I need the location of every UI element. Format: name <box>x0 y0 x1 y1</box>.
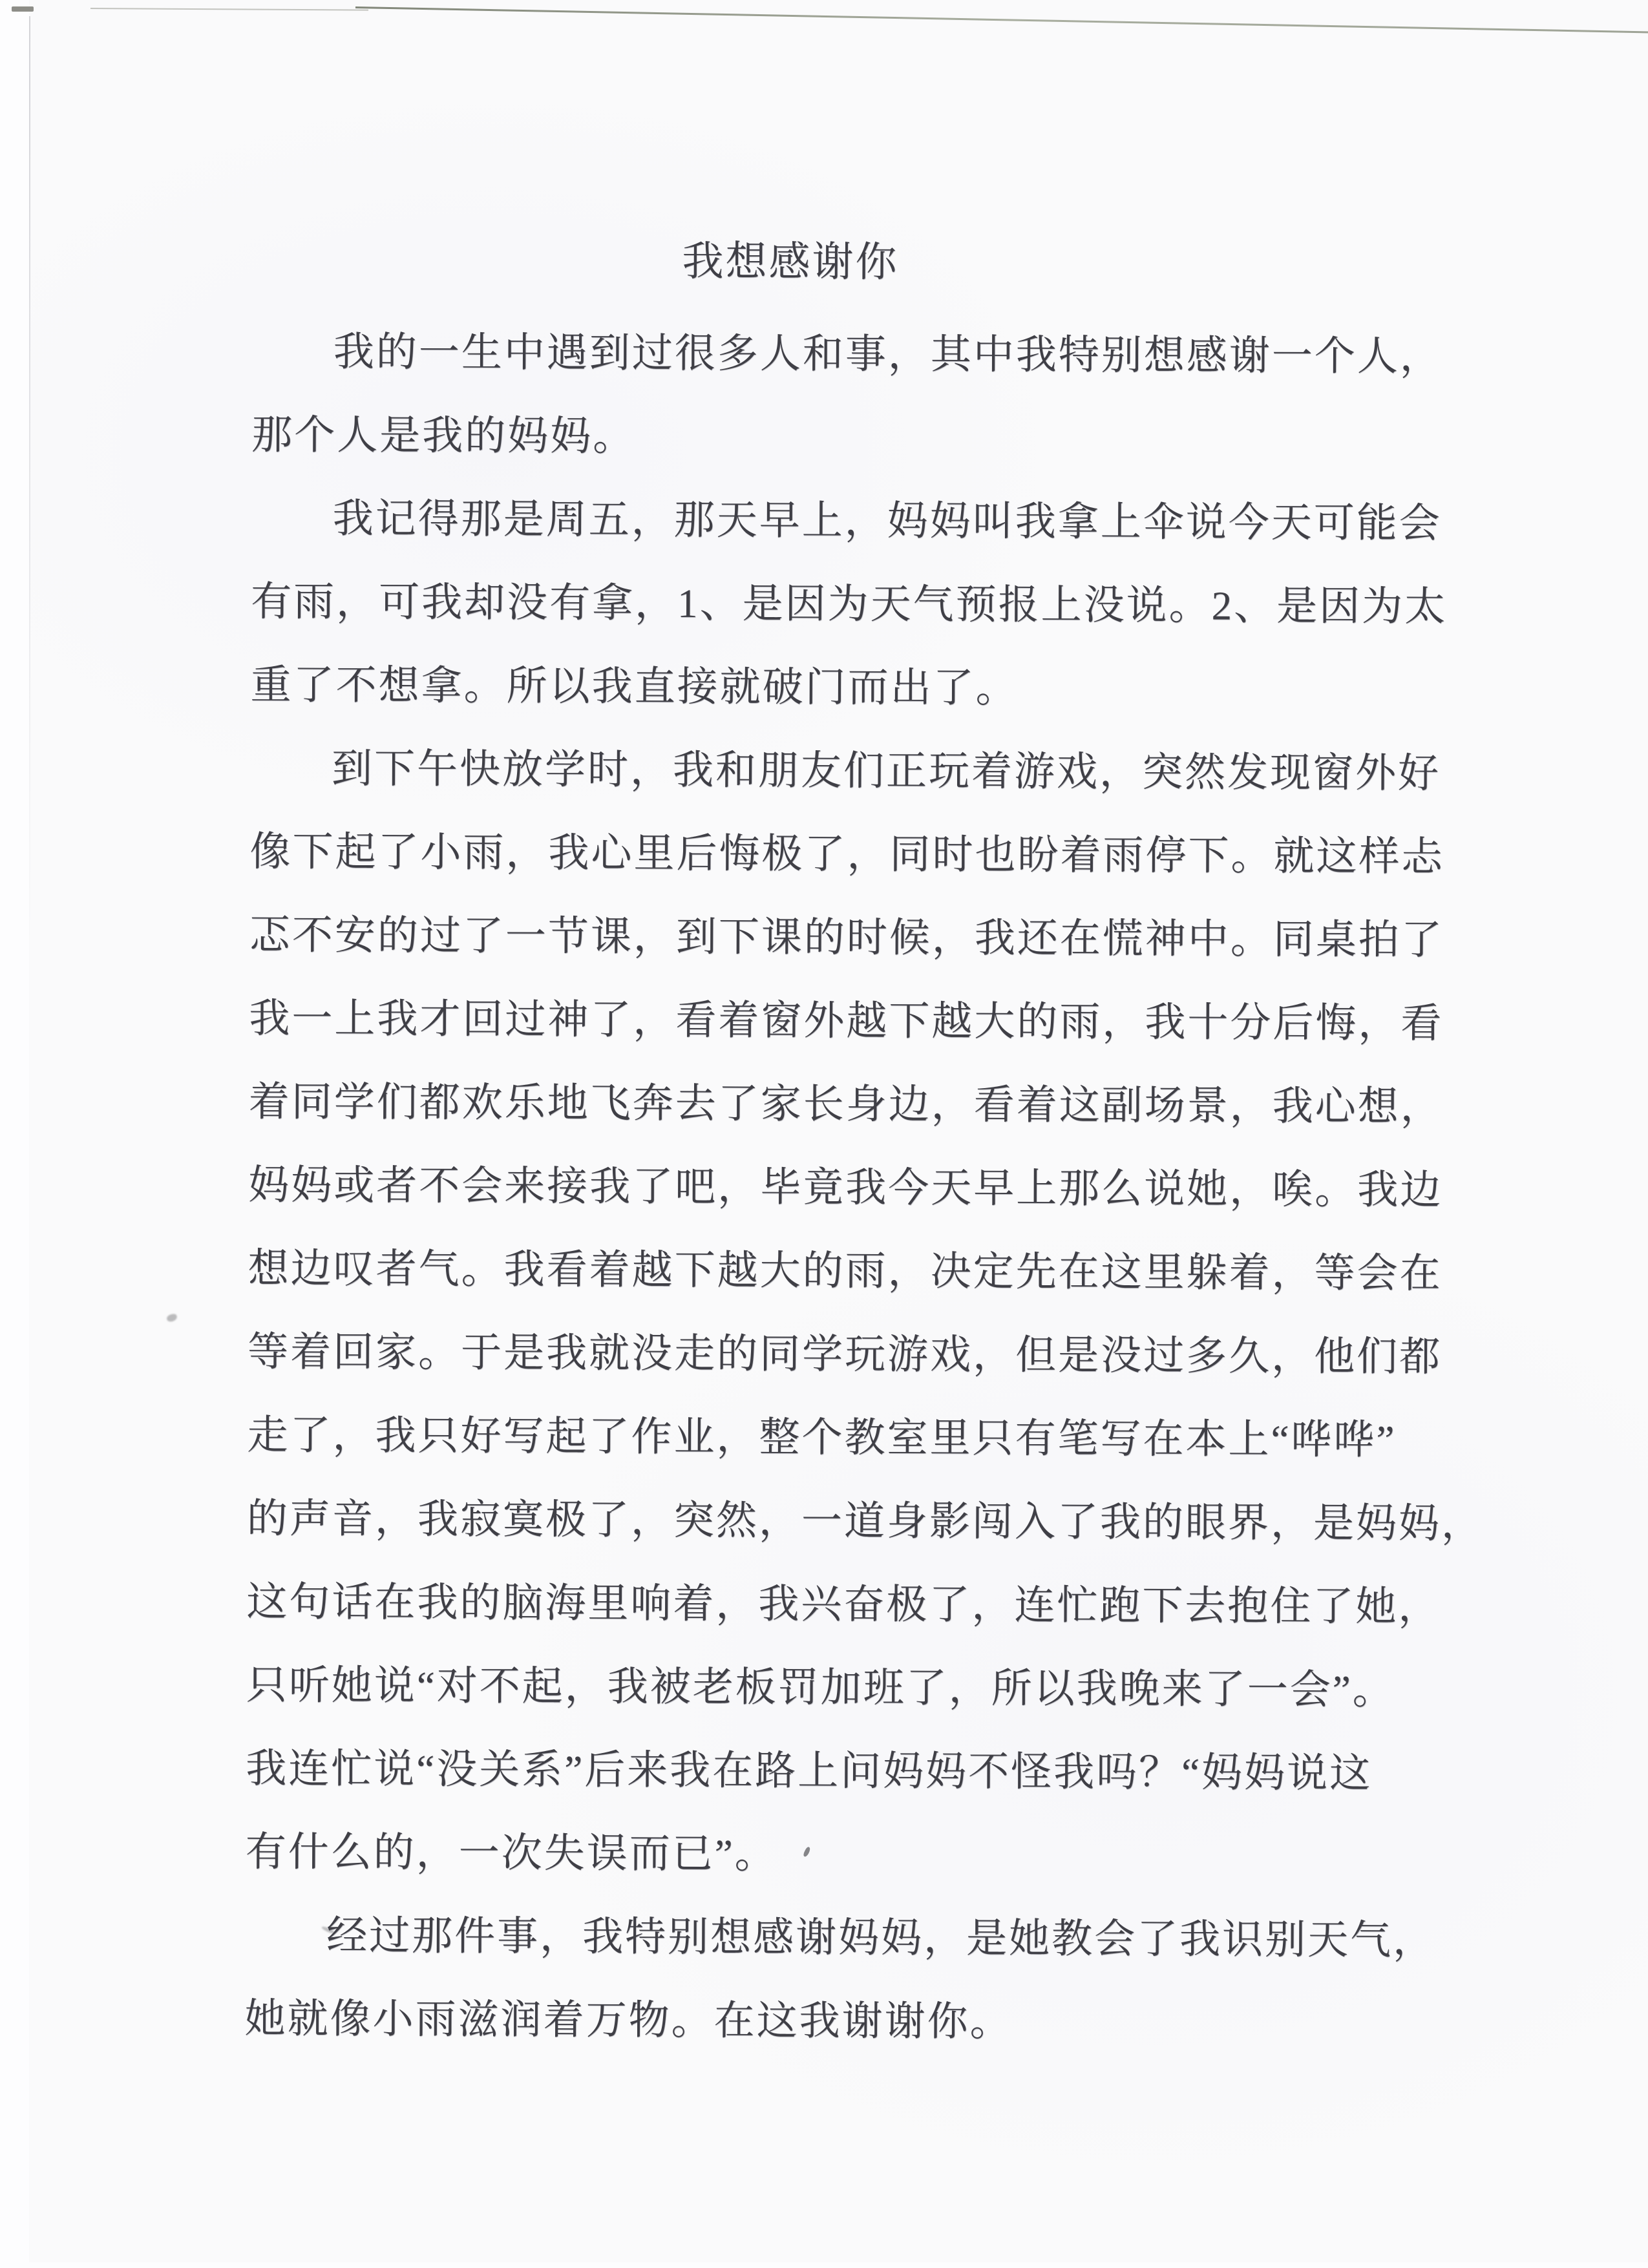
text-line: 到下午快放学时，我和朋友们正玩着游戏，突然发现窗外好 <box>331 746 1441 796</box>
text-line: 有什么的，一次失误而已”。 <box>245 1829 777 1877</box>
essay-title: 我想感谢你 <box>682 238 899 286</box>
text-line: 经过那件事，我特别想感谢妈妈，是她教会了我识别天气， <box>326 1913 1436 1963</box>
text-line: 有雨，可我却没有拿，1、是因为天气预报上没说。2、是因为太 <box>250 578 1448 630</box>
text-line: 只听她说“对不起，我被老板罚加班了，所以我晚来了一会”。 <box>246 1662 1395 1713</box>
text-line: 重了不想拿。所以我直接就破门而出了。 <box>250 662 1019 711</box>
text-line: 想边叹者气。我看着越下越大的雨，决定先在这里躲着，等会在 <box>248 1245 1442 1297</box>
text-line: 她就像小雨滋润着万物。在这我谢谢你。 <box>244 1995 1013 2045</box>
text-line: 的声音，我寂寞极了，突然，一道身影闯入了我的眼界，是妈妈， <box>246 1495 1484 1547</box>
essay-body <box>244 310 1484 2066</box>
text-line: 这句话在我的脑海里响着，我兴奋极了，连忙跑下去抱住了她， <box>246 1579 1441 1630</box>
text-line: 我一上我才回过神了，看着窗外越下越大的雨，我十分后悔，看 <box>249 995 1444 1047</box>
text-line: 我的一生中遇到过很多人和事，其中我特别想感谢一个人， <box>333 329 1442 379</box>
text-line: 等着回家。于是我就没走的同学玩游戏，但是没过多久，他们都 <box>247 1328 1442 1380</box>
text-line: 我记得那是周五，那天早上，妈妈叫我拿上伞说今天可能会 <box>332 496 1442 546</box>
text-line: 忑不安的过了一节课，到下课的时候，我还在慌神中。同桌拍了 <box>249 912 1444 963</box>
text-line: 走了，我只好写起了作业，整个教室里只有笔写在本上“哗哗” <box>247 1412 1397 1463</box>
text-line: 着同学们都欢乐地飞奔去了家长身边，看着这副场景，我心想， <box>248 1078 1443 1130</box>
text-line: 像下起了小雨，我心里后悔极了，同时也盼着雨停下。就这样忐 <box>249 828 1444 880</box>
text-line: 妈妈或者不会来接我了吧，毕竟我今天早上那么说她，唉。我边 <box>248 1162 1443 1213</box>
text-line: 我连忙说“没关系”后来我在路上问妈妈不怪我吗？“妈妈说这 <box>246 1745 1373 1796</box>
text-line: 那个人是我的妈妈。 <box>251 412 636 459</box>
